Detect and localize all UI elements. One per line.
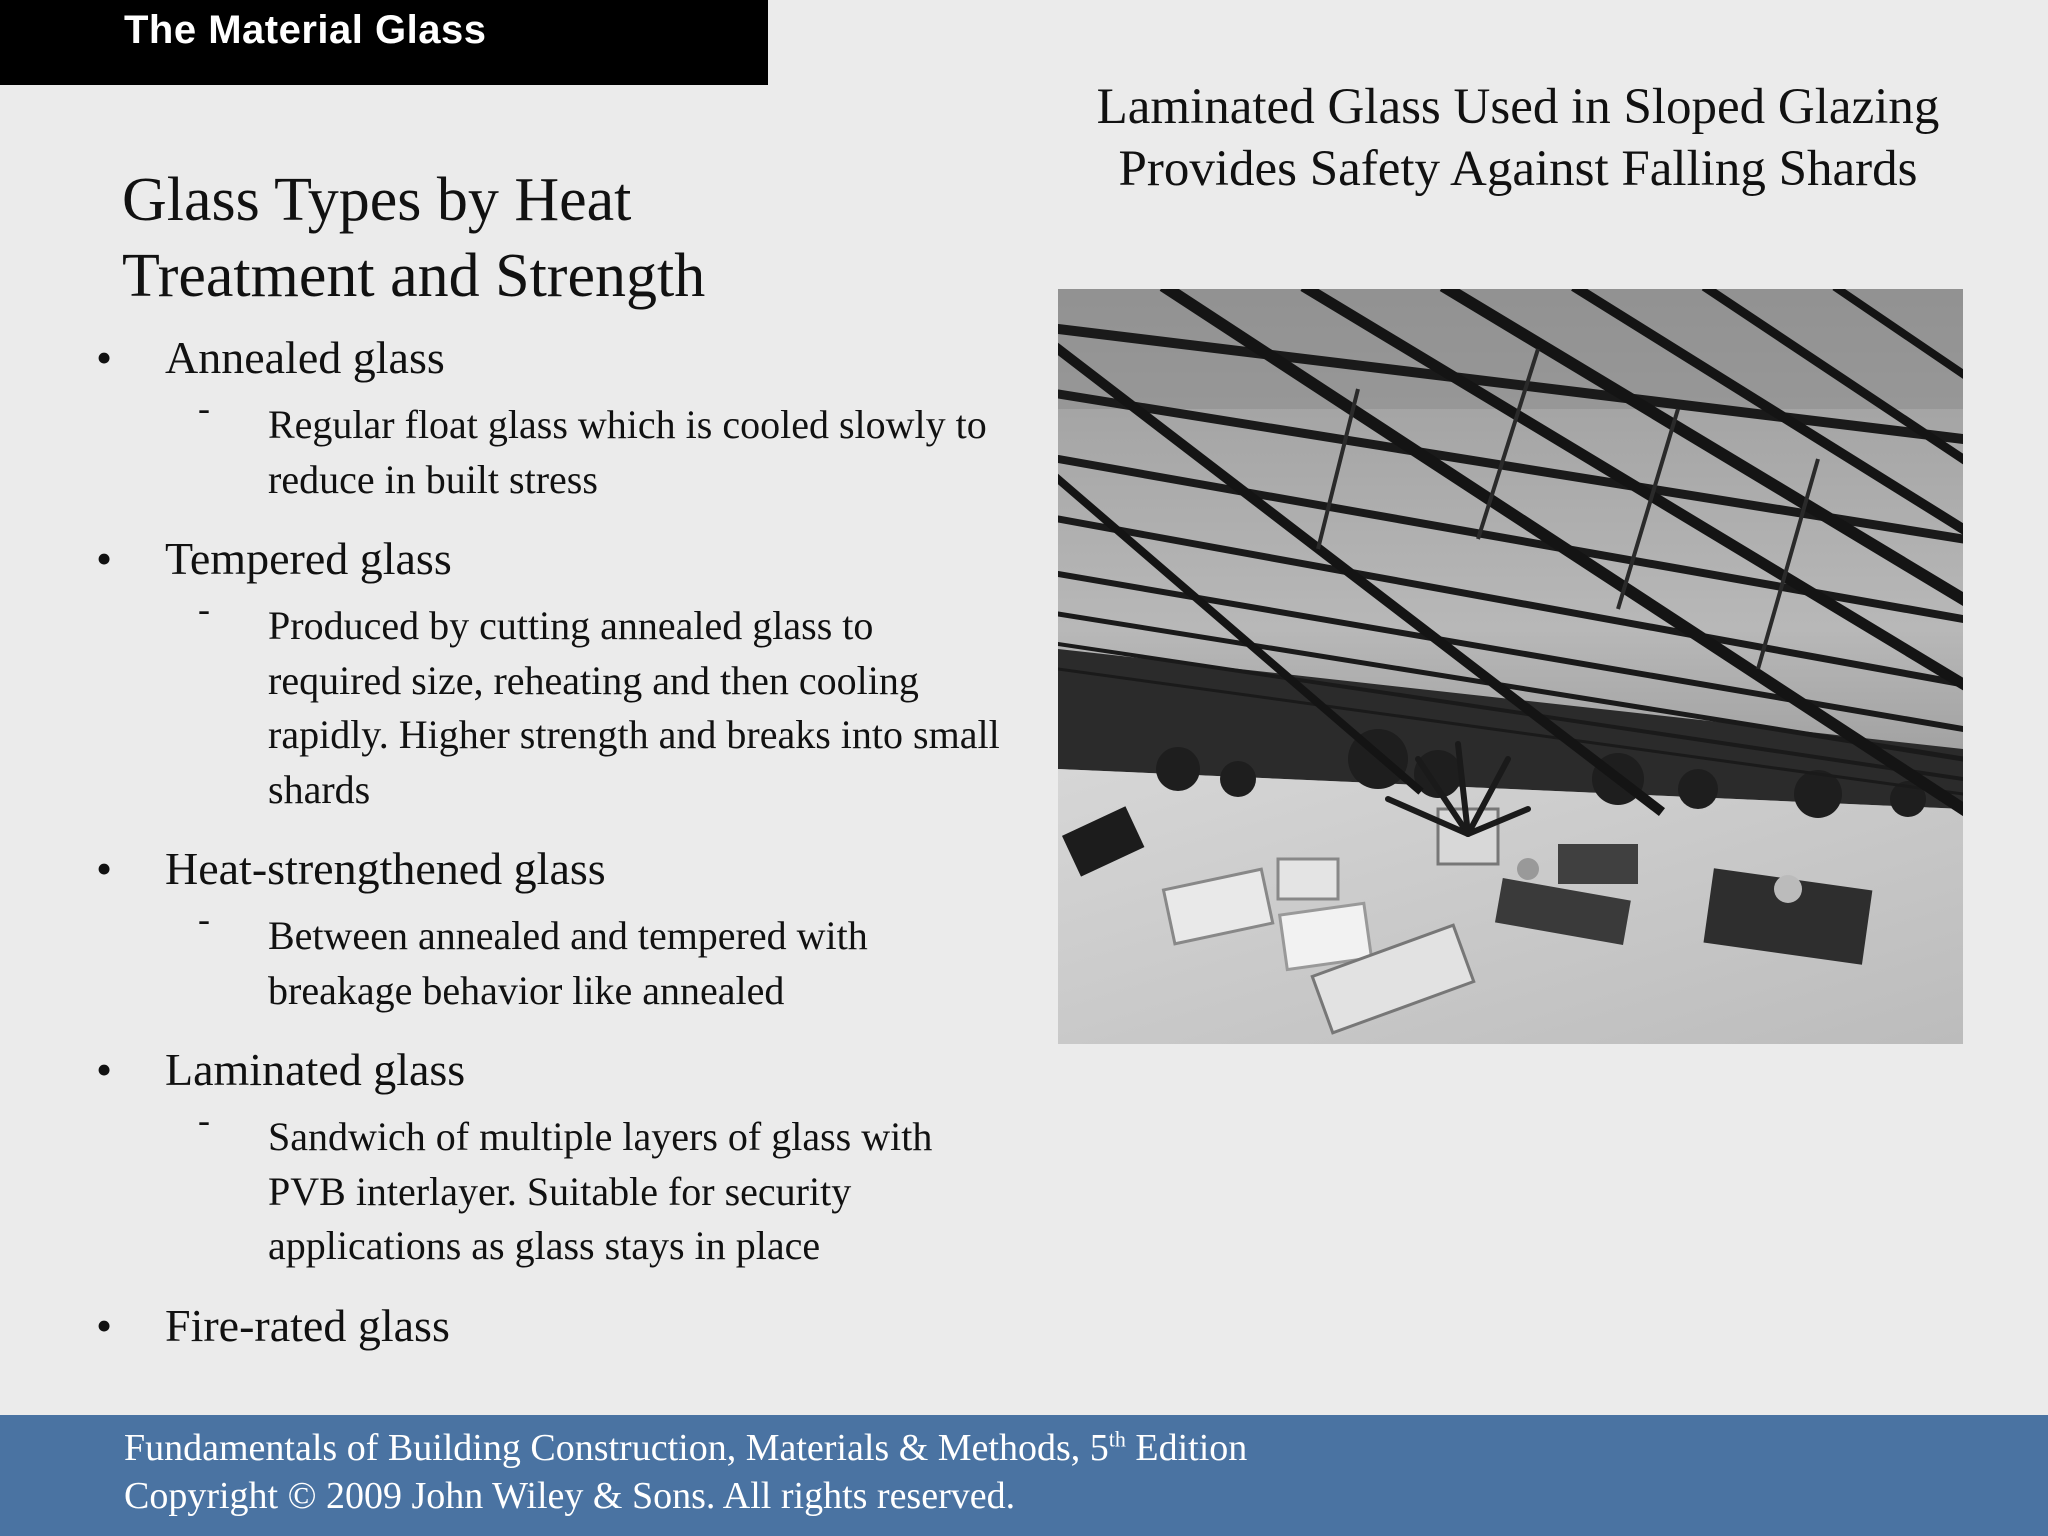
- bullet-icon: •: [96, 1299, 113, 1351]
- sub-item-text: Produced by cutting annealed glass to required size, reheating and then cooling rapidly. Higher strength and breaks into small shards: [268, 603, 1000, 812]
- dash-icon: -: [198, 589, 210, 629]
- bullet-label: Laminated glass: [165, 1044, 466, 1095]
- header-title: The Material Glass: [124, 8, 487, 52]
- header-bar: [0, 0, 768, 85]
- sub-item-text: Sandwich of multiple layers of glass with PVB interlayer. Suitable for security applications as glass stays in place: [268, 1114, 933, 1268]
- list-item: [0, 1042, 1030, 1274]
- bullet-label: Fire-rated glass: [165, 1299, 450, 1351]
- photo-illustration: [1058, 289, 1963, 1044]
- slide-title: [122, 162, 1022, 314]
- bullet-icon: •: [96, 1044, 113, 1095]
- dash-icon: -: [198, 899, 210, 939]
- dash-icon: -: [198, 1100, 210, 1140]
- bullet-label: Tempered glass: [165, 533, 452, 584]
- bullet-label: Heat-strengthened glass: [165, 843, 606, 894]
- sub-item: [0, 1100, 1030, 1274]
- list-item: [0, 531, 1030, 817]
- sub-item: [0, 388, 1030, 507]
- slide-title-line-1: Glass Types by Heat: [122, 166, 632, 234]
- bullet-icon: •: [96, 332, 113, 383]
- footer-edition-superscript: th: [1108, 1426, 1126, 1452]
- list-item: [0, 330, 1030, 507]
- sub-item-text: Between annealed and tempered with breakage behavior like annealed: [268, 913, 868, 1013]
- footer-citation-suffix: Edition: [1125, 1427, 1248, 1469]
- slide-title-line-2: Treatment and Strength: [122, 242, 706, 310]
- footer-bar: [0, 1415, 2048, 1536]
- list-item: [0, 1298, 1030, 1354]
- footer-citation-text: Fundamentals of Building Construction, Materials & Methods, 5: [124, 1427, 1109, 1469]
- bullet-list: [0, 330, 1030, 1354]
- sub-item: [0, 589, 1030, 817]
- footer-copyright: Copyright © 2009 John Wiley & Sons. All rights reserved.: [124, 1475, 1016, 1517]
- sloped-glazing-photo: [1058, 289, 1963, 1044]
- bullet-label: Annealed glass: [165, 332, 445, 383]
- footer-citation: [124, 1425, 1247, 1471]
- bullet-icon: •: [96, 533, 113, 584]
- sub-item: [0, 899, 1030, 1018]
- sub-item-text: Regular float glass which is cooled slowly to reduce in built stress: [268, 402, 987, 502]
- photo-caption: Laminated Glass Used in Sloped Glazing Provides Safety Against Falling Shards: [1096, 79, 1940, 197]
- list-item: [0, 841, 1030, 1018]
- dash-icon: -: [198, 388, 210, 428]
- bullet-icon: •: [96, 843, 113, 894]
